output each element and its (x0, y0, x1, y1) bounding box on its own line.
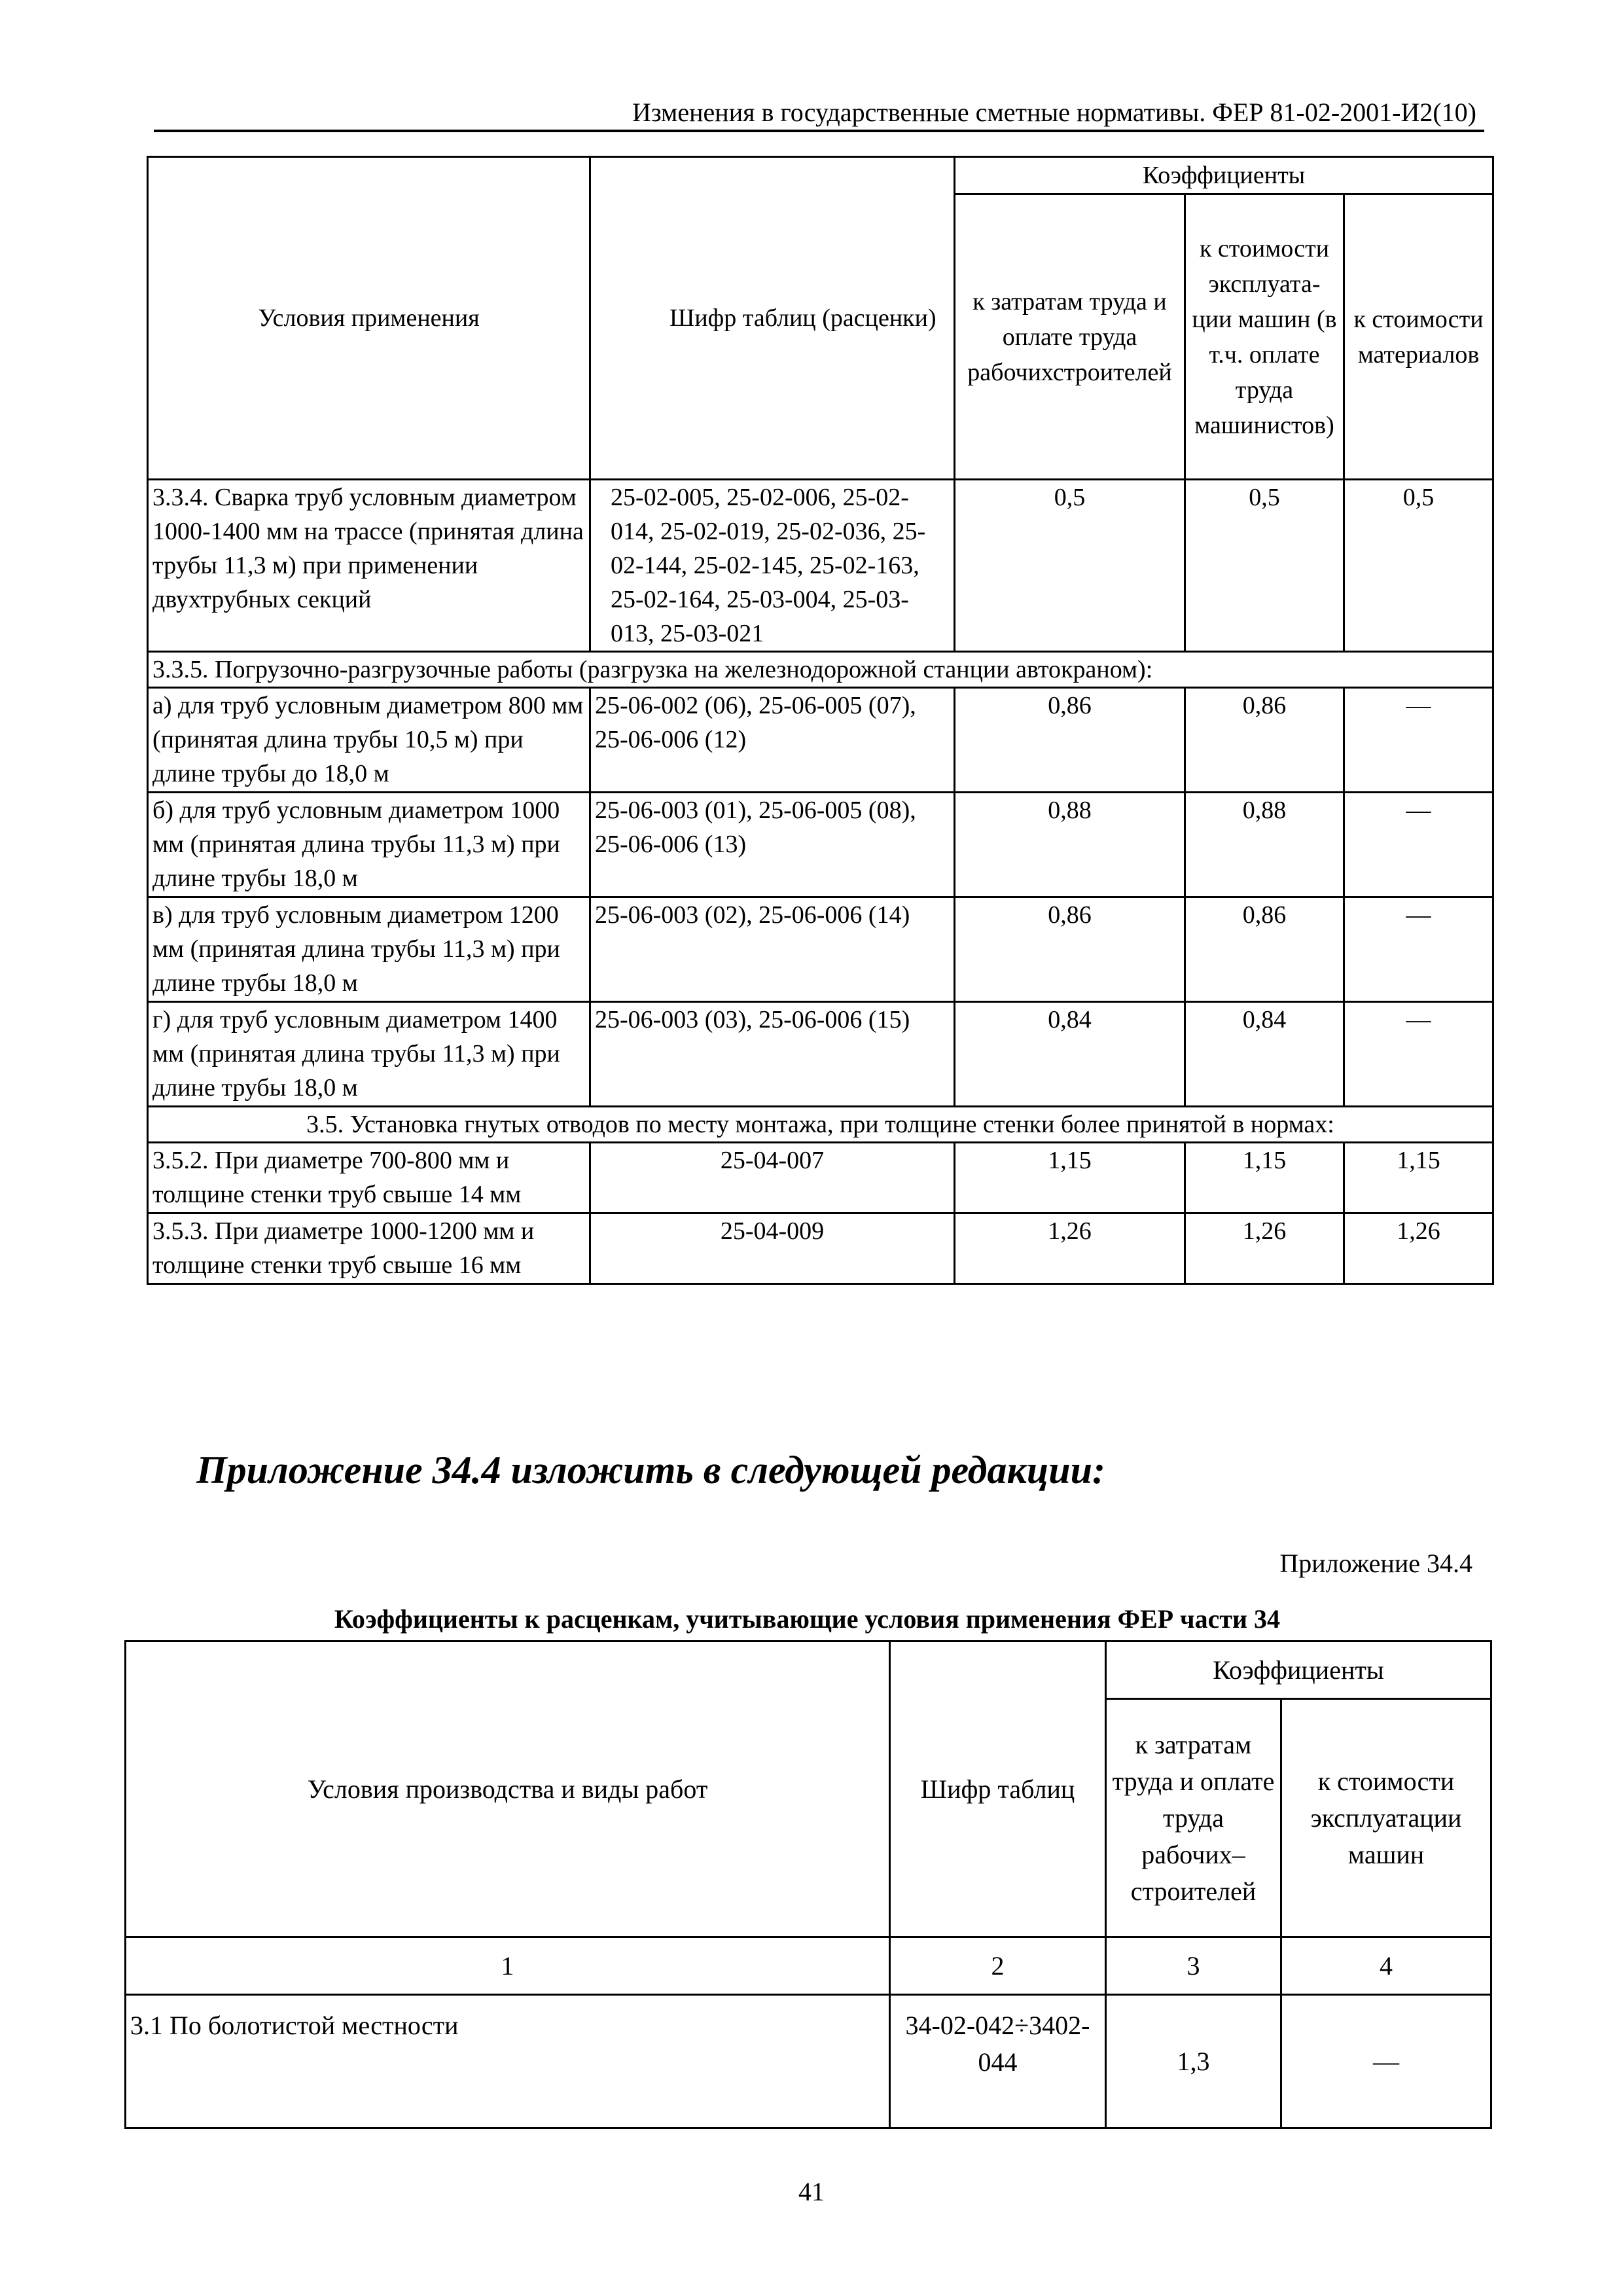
row-condition: 3.5.3. При диаметре 1000-1200 мм и толщине стенки труб свыше 16 мм (148, 1213, 590, 1284)
coefficients-table-part-25 (147, 156, 1494, 1285)
row-labor: 0,84 (955, 1002, 1185, 1107)
row-machines: — (1281, 1995, 1491, 2128)
head-codes: Шифр таблиц (расценки) (590, 157, 955, 480)
row-codes: 34-02-042÷3402-044 (890, 1995, 1106, 2128)
head-col-machines: к стоимости эксплуата- ции машин (в т.ч. оплате труда машинистов) (1185, 194, 1344, 480)
head-col-machines: к стоимости эксплуатации машин (1281, 1699, 1491, 1937)
row-machines: 0,84 (1185, 1002, 1344, 1107)
head-codes: Шифр таблиц (890, 1641, 1106, 1937)
row-labor: 0,86 (955, 688, 1185, 793)
table-row (148, 793, 1493, 897)
row-codes: 25-02-005, 25-02-006, 25-02-014, 25-02-019, 25-02-036, 25-02-144, 25-02-145, 25-02-163, 25-02-164, 25-03-004, 25-03-013, 25-03-021 (590, 480, 955, 652)
column-number: 2 (890, 1937, 1106, 1995)
row-labor: 0,88 (955, 793, 1185, 897)
row-machines: 0,86 (1185, 897, 1344, 1002)
section-3-3-5: 3.3.5. Погрузочно-разгрузочные работы (разгрузка на железнодорожной станции автокраном): (148, 652, 1493, 688)
head-coefficients: Коэффициенты (955, 157, 1493, 194)
column-number: 4 (1281, 1937, 1491, 1995)
appendix-label: Приложение 34.4 (1279, 1549, 1472, 1578)
row-codes: 25-06-003 (03), 25-06-006 (15) (590, 1002, 955, 1107)
table2-title: Коэффициенты к расценкам, учитывающие условия применения ФЕР части 34 (334, 1604, 1281, 1634)
row-labor: 0,86 (955, 897, 1185, 1002)
row-condition: в) для труб условным диаметром 1200 мм (принятая длина трубы 11,3 м) при длине трубы 18,0 м (148, 897, 590, 1002)
head-col-materials: к стоимости материалов (1344, 194, 1493, 480)
section-heading: Приложение 34.4 изложить в следующей редакции: (196, 1448, 1105, 1492)
row-materials: 1,15 (1344, 1143, 1493, 1213)
section-3-5: 3.5. Установка гнутых отводов по месту монтажа, при толщине стенки более принятой в нормах: (148, 1107, 1493, 1143)
row-condition: а) для труб условным диаметром 800 мм (принятая длина трубы 10,5 м) при длине трубы до 18,0 м (148, 688, 590, 793)
table-row (148, 897, 1493, 1002)
row-materials: — (1344, 688, 1493, 793)
row-materials: 0,5 (1344, 480, 1493, 652)
head-col-labor: к затратам труда и оплате труда рабочихстроителей (955, 194, 1185, 480)
row-machines: 0,86 (1185, 688, 1344, 793)
table-row (148, 480, 1493, 652)
row-machines: 1,26 (1185, 1213, 1344, 1284)
table-row (148, 1143, 1493, 1213)
row-machines: 0,5 (1185, 480, 1344, 652)
column-number: 3 (1106, 1937, 1281, 1995)
row-condition: б) для труб условным диаметром 1000 мм (принятая длина трубы 11,3 м) при длине трубы 18,0 м (148, 793, 590, 897)
table-row (148, 1002, 1493, 1107)
row-labor: 1,26 (955, 1213, 1185, 1284)
coefficients-table-part-34 (124, 1640, 1492, 2129)
row-machines: 0,88 (1185, 793, 1344, 897)
row-materials: — (1344, 1002, 1493, 1107)
row-condition: 3.3.4. Сварка труб условным диаметром 1000-1400 мм на трассе (принятая длина трубы 11,3 м) при применении двухтрубных секций (148, 480, 590, 652)
column-number: 1 (126, 1937, 890, 1995)
row-materials: 1,26 (1344, 1213, 1493, 1284)
row-codes: 25-06-003 (02), 25-06-006 (14) (590, 897, 955, 1002)
row-condition: г) для труб условным диаметром 1400 мм (принятая длина трубы 11,3 м) при длине трубы 18,0 м (148, 1002, 590, 1107)
head-conditions: Условия применения (148, 157, 590, 480)
row-condition: 3.1 По болотистой местности (126, 1995, 890, 2128)
page-number: 41 (798, 2177, 825, 2206)
row-labor: 1,3 (1106, 1995, 1281, 2128)
row-materials: — (1344, 897, 1493, 1002)
row-codes: 25-06-003 (01), 25-06-005 (08), 25-06-006 (13) (590, 793, 955, 897)
row-machines: 1,15 (1185, 1143, 1344, 1213)
table-row (148, 1213, 1493, 1284)
row-materials: — (1344, 793, 1493, 897)
header-rule (154, 130, 1484, 132)
table-row (126, 1995, 1491, 2128)
row-labor: 1,15 (955, 1143, 1185, 1213)
row-codes: 25-06-002 (06), 25-06-005 (07), 25-06-006 (12) (590, 688, 955, 793)
row-codes: 25-04-009 (590, 1213, 955, 1284)
head-coefficients: Коэффициенты (1106, 1641, 1491, 1699)
row-codes: 25-04-007 (590, 1143, 955, 1213)
row-labor: 0,5 (955, 480, 1185, 652)
head-col-labor: к затратам труда и оплате труда рабочих–строителей (1106, 1699, 1281, 1937)
row-condition: 3.5.2. При диаметре 700-800 мм и толщине стенки труб свыше 14 мм (148, 1143, 590, 1213)
head-conditions: Условия производства и виды работ (126, 1641, 890, 1937)
table-row (148, 688, 1493, 793)
running-header: Изменения в государственные сметные нормативы. ФЕР 81-02-2001-И2(10) (632, 98, 1476, 127)
